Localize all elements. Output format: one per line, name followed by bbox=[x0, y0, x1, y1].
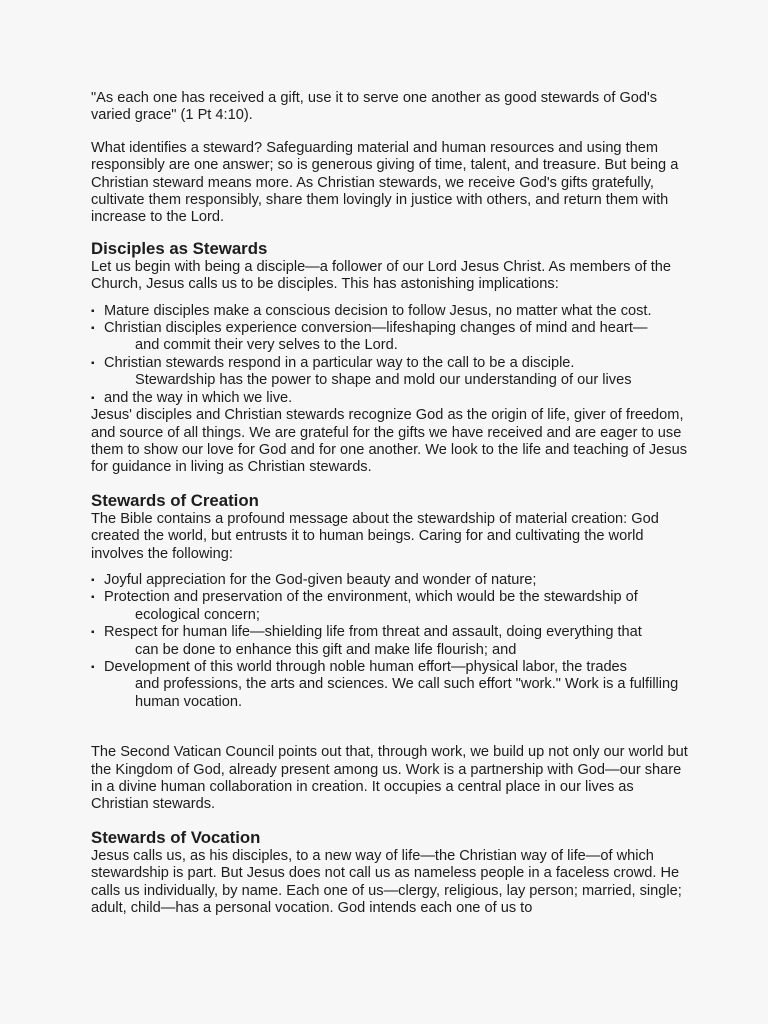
section-closing: Jesus' disciples and Christian stewards recognize God as the origin of life, giver of freedom, and source of all things. We are grateful for the gifts we have received and are eager to use them to show our love for God and for one another. We look to the life and teaching of Jesus for guidance in living as Christian stewards. bbox=[91, 407, 688, 476]
list-item bbox=[91, 589, 691, 624]
bullet-icon: ▪ bbox=[91, 574, 95, 586]
list-item bbox=[91, 624, 691, 659]
list-item-continuation: and professions, the arts and sciences. We call such effort "work." Work is a fulfilling human vocation. bbox=[135, 676, 679, 710]
section-lead: The Bible contains a profound message about the stewardship of material creation: God created the world, but entrusts it to human beings. Caring for and cultivating the world involves the following: bbox=[91, 510, 659, 562]
list-item-continuation: ecological concern; bbox=[135, 606, 260, 623]
list-item-continuation: and commit their very selves to the Lord. bbox=[135, 337, 398, 354]
section-heading-disciples: Disciples as Stewards bbox=[91, 238, 268, 258]
list-item-text: Development of this world through noble human effort—physical labor, the trades bbox=[104, 658, 627, 675]
bullet-icon: ▪ bbox=[91, 392, 95, 404]
section-lead: Jesus calls us, as his disciples, to a new way of life—the Christian way of life—of which stewardship is part. But Jesus does not call us as nameless people in a faceless crowd. He calls us individually, by name. Each one of us—clergy, religious, lay person; married, single; adult, child—has a personal vocation. God intends each one of us to bbox=[91, 847, 682, 917]
list-item-text: Joyful appreciation for the God-given beauty and wonder of nature; bbox=[104, 571, 537, 588]
list-item-text: Christian disciples experience conversion—lifeshaping changes of mind and heart— bbox=[104, 320, 648, 337]
list-item bbox=[91, 303, 691, 320]
bullet-icon: ▪ bbox=[91, 305, 95, 317]
section-heading-vocation: Stewards of Vocation bbox=[91, 827, 261, 847]
intro-paragraph: What identifies a steward? Safeguarding material and human resources and using them responsibly are one answer; so is generous giving of time, talent, and treasure. But being a Christian steward means more. As Christian stewards, we receive God's gifts gratefully, cultivate them responsibly, share them lovingly in justice with others, and return them with increase to the Lord. bbox=[91, 139, 679, 226]
list-item-continuation: Stewardship has the power to shape and mold our understanding of our lives bbox=[135, 372, 632, 389]
list-item bbox=[91, 355, 691, 390]
bullet-list bbox=[91, 572, 691, 711]
document-body bbox=[91, 90, 691, 917]
list-item-continuation: can be done to enhance this gift and make life flourish; and bbox=[135, 641, 517, 658]
section-closing: The Second Vatican Council points out that, through work, we build up not only our world but the Kingdom of God, already present among us. Work is a partnership with God—our share in a divine human collaboration in creation. It occupies a central place in our lives as Christian stewards. bbox=[91, 744, 688, 813]
list-item-text: Christian stewards respond in a particular way to the call to be a disciple. bbox=[104, 354, 575, 371]
list-item bbox=[91, 572, 691, 589]
bullet-icon: ▪ bbox=[91, 627, 95, 639]
list-item-text: Respect for human life—shielding life from threat and assault, doing everything that bbox=[104, 624, 642, 641]
section-heading-creation: Stewards of Creation bbox=[91, 490, 259, 510]
bullet-list bbox=[91, 303, 691, 407]
section-lead: Let us begin with being a disciple—a follower of our Lord Jesus Christ. As members of the Church, Jesus calls us to be disciples. This has astonishing implications: bbox=[91, 258, 671, 293]
list-item-text: and the way in which we live. bbox=[104, 389, 293, 406]
scripture-quote: "As each one has received a gift, use it to serve one another as good stewards of God's varied grace" (1 Pt 4:10). bbox=[91, 90, 658, 124]
list-item-text: Protection and preservation of the environment, which would be the stewardship of bbox=[104, 589, 638, 606]
list-item bbox=[91, 659, 691, 711]
list-item-text: Mature disciples make a conscious decision to follow Jesus, no matter what the cost. bbox=[104, 302, 652, 319]
bullet-icon: ▪ bbox=[91, 323, 95, 335]
list-item bbox=[91, 390, 691, 407]
bullet-icon: ▪ bbox=[91, 661, 95, 673]
list-item bbox=[91, 320, 691, 355]
bullet-icon: ▪ bbox=[91, 592, 95, 604]
bullet-icon: ▪ bbox=[91, 357, 95, 369]
